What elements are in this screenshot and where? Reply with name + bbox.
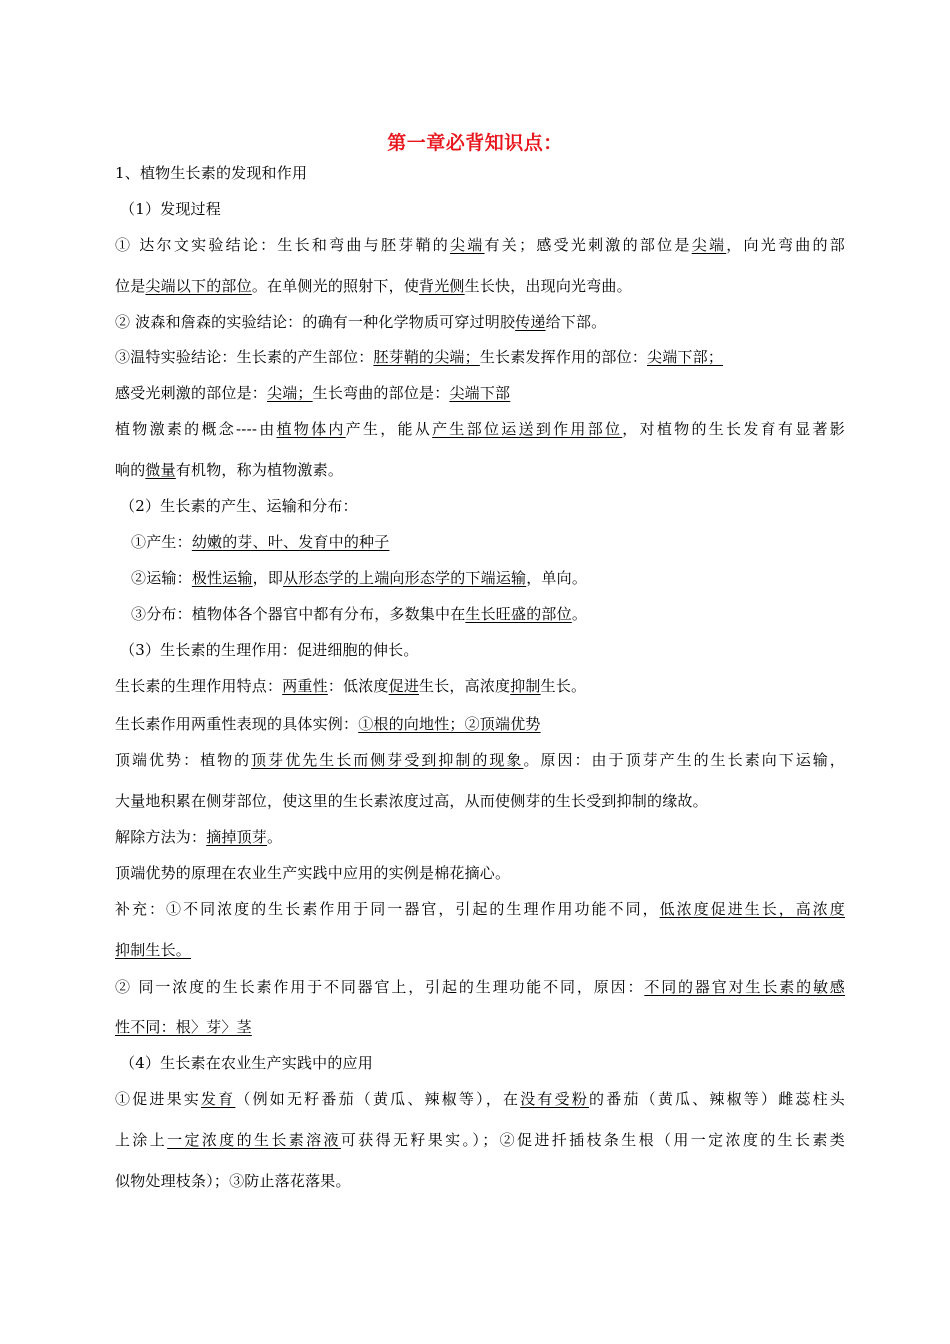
underlined-key-phrase: 发育 [200,1090,236,1108]
text-segment: ② 波森和詹森的实验结论：的确有一种化学物质可穿过明胶 [115,313,516,331]
list-item [131,531,861,553]
text-segment: （例如无籽番茄（黄瓜、辣椒等），在 [235,1090,521,1108]
text-segment: 1、植物生长素的发现和作用 [115,164,308,182]
text-segment: 生长素的生理作用特点： [115,677,283,695]
text-segment: ，即 [252,569,284,587]
text-segment: （2）生长素的产生、运输和分布： [120,497,358,515]
text-segment: ③分布：植物体各个器官中都有分布，多数集中在 [131,605,466,623]
text-segment: ② 同一浓度的生长素作用于不同器官上，引起的生理功能不同，原因： [115,978,645,996]
text-segment: 产生，能从 [345,420,433,438]
text-segment: 有机物，称为植物激素。 [175,461,344,479]
text-segment: 。 [267,828,283,846]
paragraph-line [115,382,845,404]
paragraph-line [115,749,845,771]
text-segment: 生长，高浓度 [419,677,511,695]
text-segment: 。原因：由于顶芽产生的生长素向下运输， [523,751,845,769]
paragraph-line [115,1016,845,1038]
list-item [131,567,861,589]
underlined-key-phrase: 尖端下部 [449,384,511,402]
text-segment: ，向光弯曲的部 [726,236,846,254]
paragraph-line [115,675,845,697]
underlined-key-phrase: 没有受粉 [520,1090,590,1108]
text-segment: 植物激素的概念----由 [115,420,277,438]
underlined-key-phrase: 促进 [388,677,420,695]
underlined-key-phrase: 性不同：根〉芽〉茎 [115,1018,252,1036]
underlined-key-phrase: 尖端以下的部位 [145,277,252,295]
underlined-key-phrase: 尖端下部； [647,348,724,366]
text-segment: 生长素作用两重性表现的具体实例： [115,715,359,733]
underlined-key-phrase: ①根的向地性；②顶端优势 [358,715,541,733]
text-segment: 可获得无籽果实。）；②促进扦插枝条生根（用一定浓度的生长素类 [340,1131,845,1149]
section-heading-1 [115,162,845,184]
underlined-key-phrase: 植物体内 [276,420,346,438]
paragraph-line [115,898,845,920]
underlined-key-phrase: 顶芽优先生长而侧芽受到抑制的现象 [251,751,524,769]
paragraph-line [115,862,845,884]
text-segment: 感受光刺激的部位是： [115,384,268,402]
text-segment: 的番茄（黄瓜、辣椒等）雌蕊柱头 [589,1090,845,1108]
text-segment: 生长弯曲的部位是： [312,384,450,402]
text-segment: ③温特实验结论：生长素的产生部位： [115,348,374,366]
text-segment: 顶端优势的原理在农业生产实践中应用的实例是棉花摘心。 [115,864,511,882]
paragraph-line [115,1088,845,1110]
paragraph-line [115,234,845,256]
text-segment: （1）发现过程 [120,200,221,218]
paragraph-line [115,459,845,481]
text-segment: ①产生： [131,533,192,551]
underlined-key-phrase: 两重性 [282,677,328,695]
underlined-key-phrase: 背光侧 [419,277,465,295]
underlined-key-phrase: 幼嫩的芽、叶、发育中的种子 [191,533,390,551]
paragraph-line [115,1170,845,1192]
subsection-heading [120,495,850,517]
text-segment: 似物处理枝条）；③防止落花落果。 [115,1172,351,1190]
underlined-key-phrase: 产生部位运送到作用部位 [432,420,623,438]
underlined-key-phrase: 极性运输 [191,569,253,587]
paragraph-line [115,790,845,812]
paragraph-line [115,311,845,333]
text-segment: 生长素发挥作用的部位： [479,348,648,366]
underlined-key-phrase: 一定浓度的生长素溶液 [167,1131,341,1149]
subsection-heading [120,639,850,661]
underlined-key-phrase: 尖端； [267,384,313,402]
underlined-key-phrase: 传递 [515,313,546,331]
page-title: 第一章必背知识点： [387,132,563,154]
paragraph-line [115,939,845,961]
underlined-key-phrase: 从形态学的上端向形态学的下端运输 [283,569,527,587]
text-segment: 生长。 [540,677,587,695]
paragraph-line [115,713,845,735]
text-segment: 上涂上 [115,1131,168,1149]
text-segment: 。在单侧光的照射下，使 [251,277,420,295]
paragraph-line [115,418,845,440]
underlined-key-phrase: 生长旺盛的部位 [465,605,572,623]
paragraph-line [115,346,845,368]
text-segment: 有关；感受光刺激的部位是 [484,236,692,254]
underlined-key-phrase: 尖端 [691,236,727,254]
text-segment: （3）生长素的生理作用：促进细胞的伸长。 [120,641,419,659]
text-segment: 给下部。 [545,313,607,331]
text-segment: 生长快，出现向光弯曲。 [464,277,632,295]
text-segment: 解除方法为： [115,828,207,846]
text-segment: 位是 [115,277,146,295]
underlined-key-phrase: 低浓度促进生长，高浓度 [659,900,845,918]
text-segment: ②运输： [131,569,192,587]
text-segment: ，单向。 [526,569,588,587]
underlined-key-phrase: 抑制 [510,677,541,695]
underlined-key-phrase: 尖端 [450,236,485,254]
text-segment: 响的 [115,461,146,479]
text-segment: 补充：①不同浓度的生长素作用于同一器官，引起的生理作用功能不同， [115,900,660,918]
paragraph-line [115,976,845,998]
list-item [131,603,861,625]
text-segment: 。 [571,605,588,623]
underlined-key-phrase: 不同的器官对生长素的敏感 [644,978,846,996]
text-segment: （4）生长素在农业生产实践中的应用 [120,1054,373,1072]
text-segment: ① 达尔文实验结论：生长和弯曲与胚芽鞘的 [115,236,451,254]
subsection-heading [120,198,850,220]
text-segment: ，对植物的生长发育有显著影 [622,420,845,438]
text-segment: ：低浓度 [327,677,389,695]
text-segment: 顶端优势：植物的 [115,751,252,769]
paragraph-line [115,275,845,297]
underlined-key-phrase: 胚芽鞘的尖端； [373,348,480,366]
text-segment: 大量地积累在侧芽部位，使这里的生长素浓度过高，从而使侧芽的生长受到抑制的缘故。 [115,792,708,810]
paragraph-line [115,826,845,848]
paragraph-line [115,1129,845,1151]
underlined-key-phrase: 微量 [145,461,176,479]
underlined-key-phrase: 摘掉顶芽 [206,828,268,846]
text-segment: ①促进果实 [115,1090,201,1108]
subsection-heading [120,1052,850,1074]
underlined-key-phrase: 抑制生长。 [115,941,192,959]
